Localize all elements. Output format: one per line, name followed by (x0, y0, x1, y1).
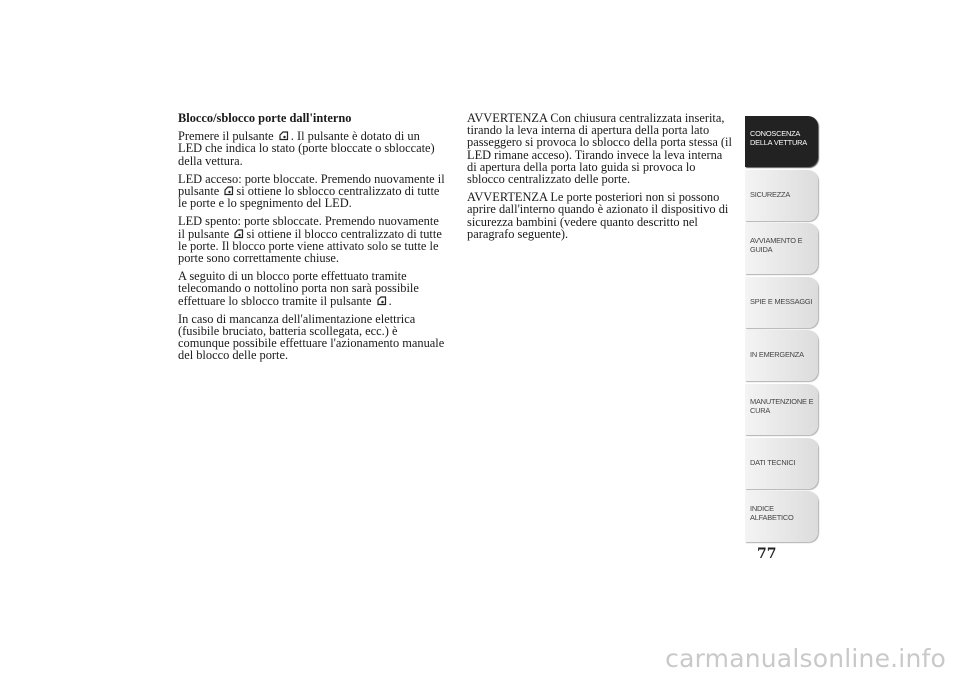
paragraph-2-end: si ottiene lo sblocco centralizzato di tutte le porte e lo spegnimento del LED. (178, 184, 440, 211)
warning-2: AVVERTENZA Le porte posteriori non si possono aprire dall'interno quando è azionato il dispositivo di sicurezza bambini (vedere quanto descritto nel paragrafo seguente). (467, 190, 729, 241)
page-number: 77 (757, 546, 777, 562)
paragraph-5: In caso di mancanza dell'alimentazione elettrica (fusibile bruciato, batteria scollegata, ecc.) è comunque possibile effettuare l'azionamento manuale del blocco delle porte. (178, 311, 445, 363)
tab-conoscenza-della-vettura[interactable]: CONOSCENZA DELLA VETTURA (745, 116, 818, 167)
section-heading: Blocco/sblocco porte dall'interno (178, 111, 352, 125)
right-column (467, 112, 735, 246)
warning-1: AVVERTENZA Con chiusura centralizzata inserita, tirando la leva interna di apertura della porta lato passeggero si provoca lo sblocco della porta stessa (il LED rimane acceso). Tirando invece la leva interna di apertura della porta lato guida si provoca lo sblocco centralizzato delle porte. (467, 111, 732, 187)
door-lock-icon (234, 229, 244, 239)
door-lock-icon (224, 186, 234, 196)
tab-avviamento-e-guida[interactable]: AVVIAMENTO E GUIDA (745, 223, 818, 274)
paragraph-1 (178, 130, 446, 167)
tab-indice-alfabetico[interactable]: INDICE ALFABETICO (745, 491, 818, 542)
tab-manutenzione-e-cura[interactable]: MANUTENZIONE E CURA (745, 384, 818, 435)
tab-dati-tecnici[interactable]: DATI TECNICI (745, 438, 818, 489)
paragraph-1-start: Premere il pulsante (178, 129, 274, 144)
chapter-tabs (745, 116, 818, 545)
paragraph-3-start: LED spento: porte sbloccate. Premendo nuovamente il pulsante (178, 214, 439, 241)
door-lock-icon (279, 131, 289, 141)
tab-sicurezza[interactable]: SICUREZZA (745, 170, 818, 221)
left-column (178, 112, 446, 368)
paragraph-4-end: . (388, 293, 392, 308)
paragraph-3 (178, 215, 446, 264)
tab-spie-e-messaggi[interactable]: SPIE E MESSAGGI (745, 277, 818, 328)
watermark: carmanualsonline.info (665, 644, 946, 673)
paragraph-4-start: A seguito di un blocco porte effettuato tramite telecomando o nottolino porta non sarà possibile effettuare lo sblocco tramite il pulsante (178, 269, 419, 308)
paragraph-1-end: . Il pulsante è dotato di un LED che indica lo stato (porte bloccate o sbloccate) della vettura. (178, 129, 435, 168)
paragraph-3-end: si ottiene il blocco centralizzato di tutte le porte. Il blocco porte viene attivato solo se tutte le porte sono correttamente chiuse. (178, 226, 442, 266)
paragraph-2 (178, 173, 446, 210)
paragraph-2-start: LED acceso: porte bloccate. Premendo nuovamente il pulsante (178, 171, 445, 199)
paragraph-4 (178, 270, 446, 307)
tab-in-emergenza[interactable]: IN EMERGENZA (745, 330, 818, 381)
door-lock-icon (377, 296, 387, 306)
